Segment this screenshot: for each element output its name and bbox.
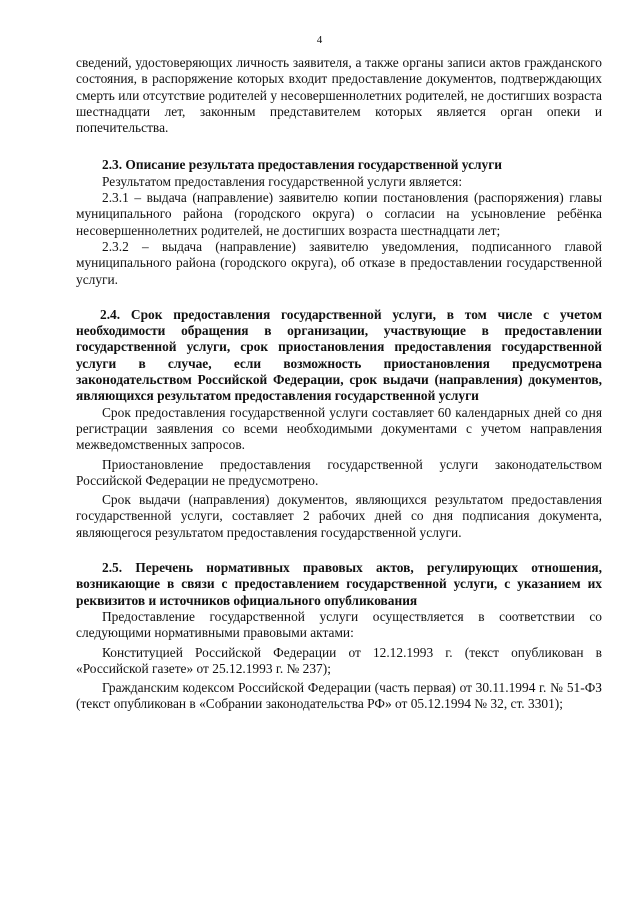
section-2-5 [76,560,602,713]
section-2-4-para-2: Приостановление предоставления государственной услуги законодательством Российской Федерации не предусмотрено. [76,456,602,488]
section-2-3 [76,157,602,287]
document-body [76,55,602,713]
page-number: 4 [316,34,323,46]
section-2-5-act-2: Гражданским кодексом Российской Федерации (часть первая) от 30.11.1994 г. № 51-ФЗ (текст опубликован в «Собрании законодательства РФ» от 05.12.1994 № 32, ст. 3301); [76,680,602,712]
section-2-4-para-1: Срок предоставления государственной услуги составляет 60 календарных дней со дня регистрации заявления со всеми необходимыми документами с учетом направления межведомственных запросов. [76,404,602,453]
intro-paragraph: сведений, удостоверяющих личность заявителя, а также органы записи актов гражданского состояния, в распоряжение которых входит предоставление документов, подтверждающих смерть или отсутствие родителей у несовершеннолетних родителей, не достигших возраста шестнадцати лет, законным представителем которых является орган опеки и попечительства. [76,55,602,136]
section-2-3-item-1: 2.3.1 – выдача (направление) заявителю копии постановления (распоряжения) главы муниципального района (городского округа) о согласии на усыновление ребёнка несовершеннолетних родителей, не достигших возраста шестнадцати лет; [76,190,602,238]
section-2-4-para-3: Срок выдачи (направления) документов, являющихся результатом предоставления государственной услуги, составляет 2 рабочих дней со дня подписания документа, являющегося результатом предоставления государственной услуги. [76,492,602,540]
section-2-5-act-1: Конституцией Российской Федерации от 12.12.1993 г. (текст опубликован в «Российской газете» от 25.12.1993 г. № 237); [76,644,602,676]
section-2-5-lead: Предоставление государственной услуги осуществляется в соответствии со следующими нормативными правовыми актами: [76,608,602,641]
section-2-4-heading: 2.4. Срок предоставления государственной услуги, в том числе с учетом необходимости обращения в организации, участвующие в предоставлении государственной услуги, срок приостановления предоставления государственной услуги в случае, если возможность приостановления предусмотрена законодательством Российской Федерации, срок выдачи (направления) документов, являющихся результатом предоставления государственной услуги [76,306,602,404]
section-2-3-lead: Результатом предоставления государственной услуги является: [102,173,463,189]
section-2-3-item-2: 2.3.2 – выдача (направление) заявителю уведомления, подписанного главой муниципального района (городского округа), об отказе в предоставлении государственной услуги. [76,238,602,287]
section-2-3-heading: 2.3. Описание результата предоставления государственной услуги [102,157,503,173]
section-2-4 [76,307,602,541]
section-2-5-heading: 2.5. Перечень нормативных правовых актов, регулирующих отношения, возникающие в связи с предоставлением государственной услуги, с указанием их реквизитов и источников официального опубликования [76,560,602,608]
